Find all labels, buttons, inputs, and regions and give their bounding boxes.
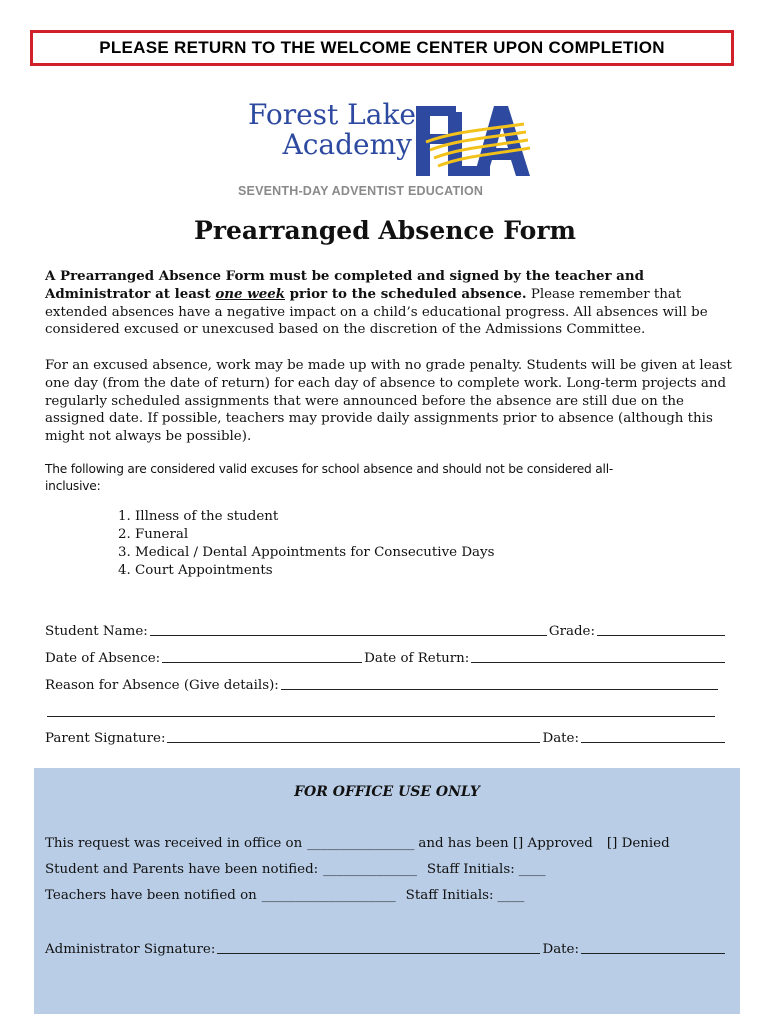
logo-subtitle: SEVENTH-DAY ADVENTIST EDUCATION (238, 184, 484, 198)
denied-checkbox-label[interactable]: [] Denied (606, 836, 670, 851)
received-row (45, 836, 670, 851)
office-use-section (34, 768, 740, 1014)
date-of-absence-label: Date of Absence: (45, 651, 161, 666)
parent-date-label: Date: (542, 731, 579, 746)
logo-line-2: Academy (282, 128, 412, 161)
teachers-notified-label: Teachers have been notified on (45, 888, 257, 903)
logo-wordmark (236, 100, 416, 160)
parent-signature-field[interactable] (167, 731, 540, 743)
approved-checkbox-label[interactable]: and has been [] Approved (418, 836, 593, 851)
admin-date-label: Date: (542, 942, 579, 957)
intro-rest: Please remember that extended absences have a negative impact on a child’s educational progress. All absences will be considered excused or unexcused based on the discretion of the Admissions Committee. (45, 286, 708, 338)
logo-line-1: Forest Lake (247, 98, 416, 131)
reason-continued-row (45, 704, 717, 720)
parent-signature-label: Parent Signature: (45, 731, 166, 746)
admin-signature-row (45, 942, 727, 957)
parents-notified-row (45, 862, 546, 877)
admin-signature-field[interactable] (217, 942, 540, 954)
staff-initials-field[interactable]: ____ (518, 862, 546, 877)
admin-date-field[interactable] (581, 942, 725, 954)
intro-bold-a: A Prearranged Absence Form must be completed and signed by the teacher and Administrator at least (45, 268, 644, 302)
reason-row (45, 678, 720, 693)
dates-row (45, 651, 727, 666)
reason-label: Reason for Absence (Give details): (45, 678, 279, 693)
return-banner: PLEASE RETURN TO THE WELCOME CENTER UPON COMPLETION (30, 30, 734, 66)
staff-initials-label: Staff Initials: (426, 862, 515, 877)
staff-initials-field-2[interactable]: ____ (497, 888, 525, 903)
parent-signature-row (45, 731, 727, 746)
reason-continued-field[interactable] (47, 704, 715, 717)
teachers-notified-row (45, 888, 524, 903)
teachers-notified-field[interactable]: ____________________ (261, 888, 396, 903)
parents-notified-field[interactable]: ______________ (323, 862, 417, 877)
office-title: FOR OFFICE USE ONLY (294, 784, 480, 800)
grade-label: Grade: (548, 624, 595, 639)
date-of-return-field[interactable] (471, 651, 725, 663)
fla-monogram-icon (412, 102, 532, 182)
intro-emphasis: one week (215, 285, 286, 302)
reasons-list (90, 508, 494, 580)
list-item: 3. Medical / Dental Appointments for Consecutive Days (135, 544, 494, 562)
intro-paragraph (45, 268, 735, 339)
parent-date-field[interactable] (581, 731, 725, 743)
page-title: Prearranged Absence Form (194, 216, 576, 245)
list-item: 1. Illness of the student (135, 508, 494, 526)
grade-field[interactable] (597, 624, 725, 636)
parents-notified-label: Student and Parents have been notified: (45, 862, 319, 877)
student-name-label: Student Name: (45, 624, 148, 639)
date-of-return-label: Date of Return: (364, 651, 470, 666)
staff-initials-label-2: Staff Initials: (405, 888, 494, 903)
received-date-field[interactable]: ________________ (307, 836, 415, 851)
intro-bold-b: prior to the scheduled absence. (285, 285, 527, 302)
list-item: 4. Court Appointments (135, 562, 494, 580)
admin-signature-label: Administrator Signature: (45, 942, 216, 957)
reason-field[interactable] (281, 678, 718, 690)
list-item: 2. Funeral (135, 526, 494, 544)
date-of-absence-field[interactable] (162, 651, 362, 663)
excused-paragraph: For an excused absence, work may be made up with no grade penalty. Students will be given at least one day (from the date of return) for each day of absence to complete work. Long-term projects and regularly scheduled assignments that were announced before the absence are still due on the assigned date. If possible, teachers may provide daily assignments prior to absence (although this might not always be possible). (45, 358, 732, 445)
received-label: This request was received in office on (45, 836, 303, 851)
student-name-field[interactable] (150, 624, 547, 636)
school-logo (236, 100, 536, 200)
valid-excuses-intro: The following are considered valid excuses for school absence and should not be considered all-inclusive: (45, 462, 614, 493)
student-name-row (45, 624, 727, 639)
